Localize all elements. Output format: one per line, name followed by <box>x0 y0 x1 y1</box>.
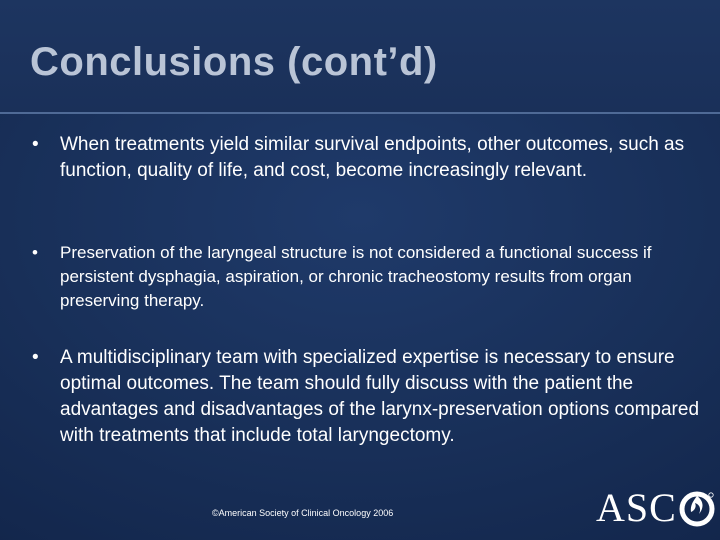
asco-logo <box>596 486 717 530</box>
bullet-marker: • <box>32 243 38 262</box>
logo-text: ASC <box>596 485 677 530</box>
title-divider <box>0 112 720 114</box>
bullet-text: A multidisciplinary team with specialized expertise is necessary to ensure optimal outcomes. The team should fully discuss with the patient the advantages and disadvantages of the larynx-preservation options compared with treatments that include total laryngectomy. <box>60 347 700 446</box>
bullet-marker: • <box>32 134 39 155</box>
slide-title: Conclusions (cont’d) <box>30 40 438 84</box>
bullet-text: Preservation of the laryngeal structure is not considered a functional success if persistent dysphagia, aspiration, or chronic tracheostomy results from organ preserving therapy. <box>60 243 652 310</box>
bullet-marker: • <box>32 347 39 368</box>
asco-flame-o-icon <box>677 488 717 528</box>
copyright-footer: ©American Society of Clinical Oncology 2006 <box>212 508 394 518</box>
bullet-text: When treatments yield similar survival endpoints, other outcomes, such as function, quality of life, and cost, become increasingly relevant. <box>60 134 685 181</box>
